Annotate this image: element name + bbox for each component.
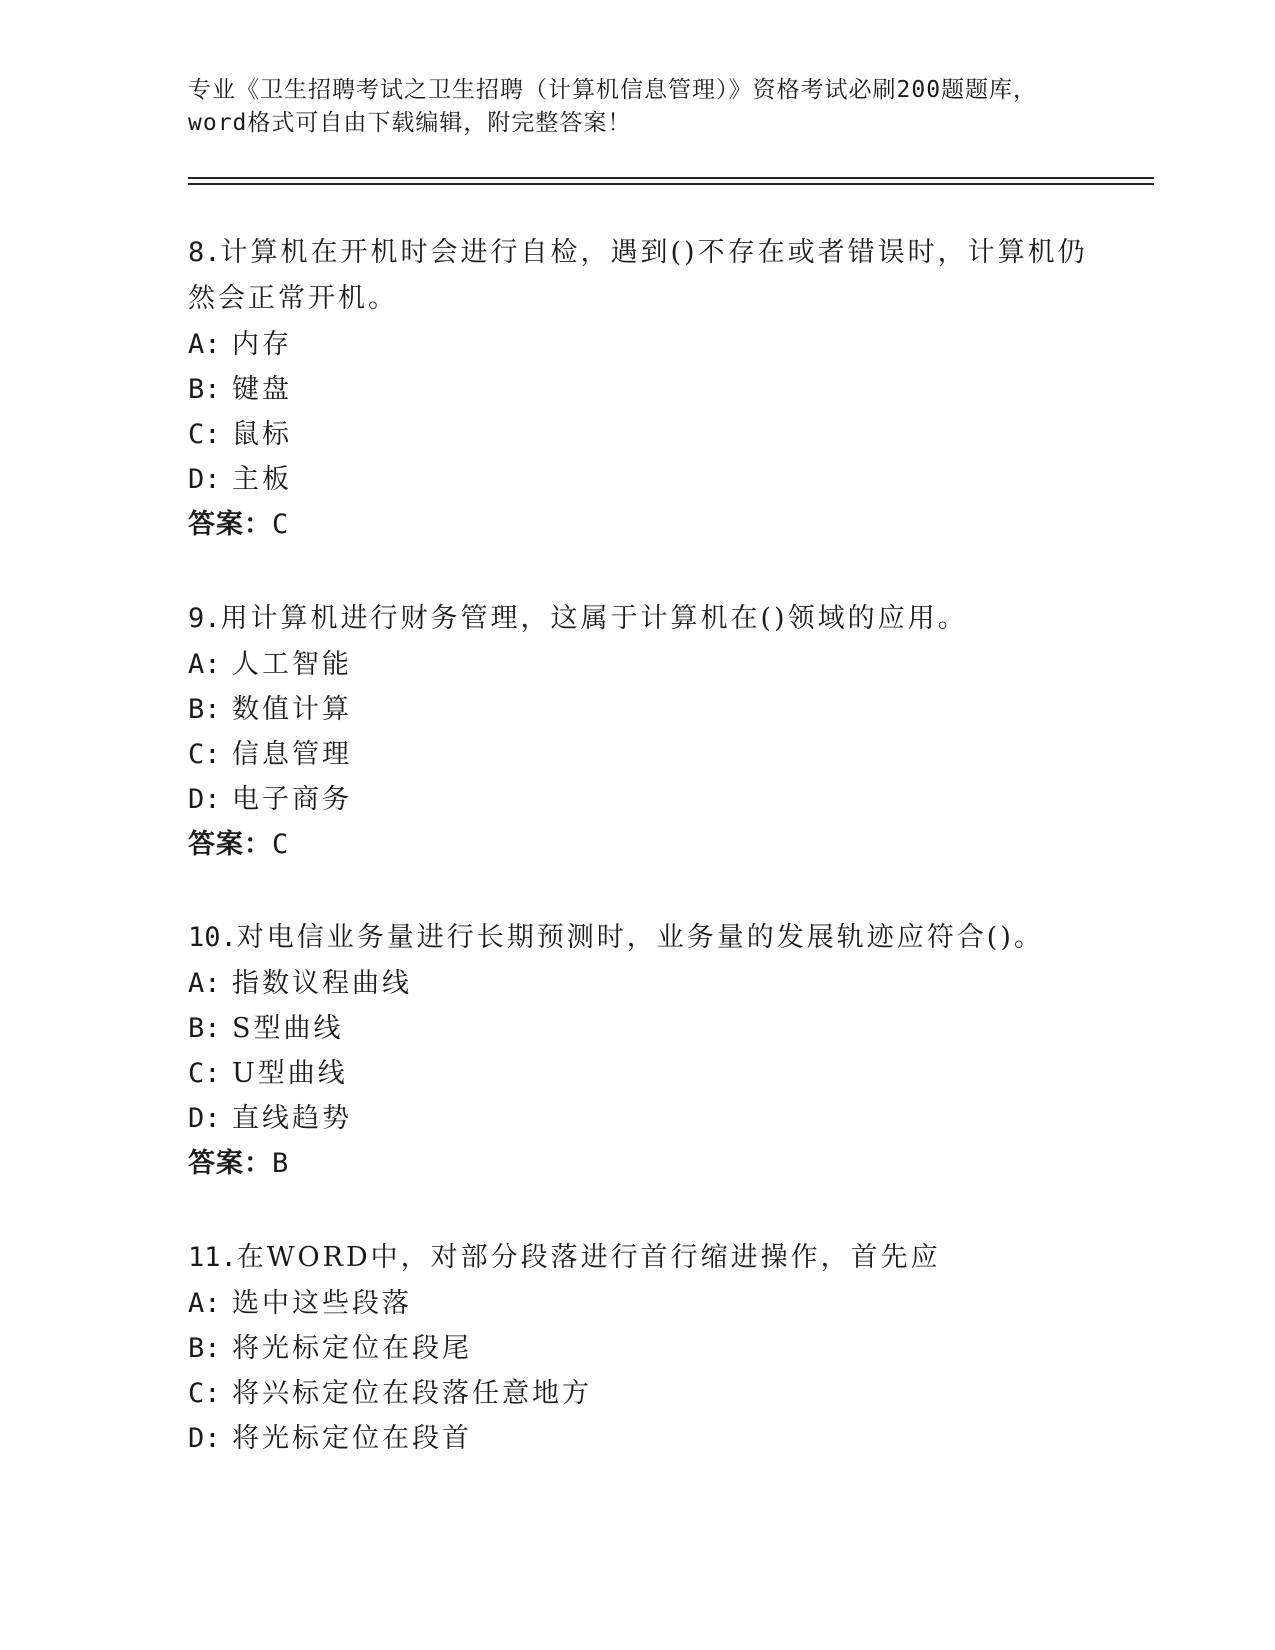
option-a	[188, 1281, 1088, 1326]
answer	[188, 822, 1088, 868]
question-text	[188, 230, 1088, 322]
option-d	[188, 1416, 1088, 1461]
question-number: 8.	[188, 237, 221, 268]
option-b	[188, 367, 1088, 412]
answer-value: B	[272, 1148, 290, 1179]
option-c	[188, 412, 1088, 457]
option-letter: B:	[188, 694, 221, 725]
option-a	[188, 961, 1088, 1006]
answer-value: C	[272, 509, 290, 540]
answer-label: 答案：	[188, 1148, 272, 1179]
option-letter: A:	[188, 1288, 221, 1319]
option-text: 数值计算	[232, 694, 352, 725]
option-text: 将兴标定位在段落任意地方	[232, 1378, 592, 1409]
option-letter: C:	[188, 1058, 221, 1089]
question-body: 用计算机进行财务管理，这属于计算机在()领域的应用。	[220, 603, 968, 634]
header-line-1: 专业《卫生招聘考试之卫生招聘（计算机信息管理）》资格考试必刷200题题库，	[188, 77, 1038, 103]
option-text: 信息管理	[232, 739, 352, 770]
document-header	[188, 74, 1088, 140]
option-letter: B:	[188, 1333, 221, 1364]
option-text: 直线趋势	[232, 1103, 352, 1134]
answer-value: C	[272, 829, 290, 860]
question-number: 11.	[188, 1242, 237, 1273]
option-text: 指数议程曲线	[232, 968, 412, 999]
option-text: S型曲线	[232, 1013, 344, 1044]
option-b	[188, 687, 1088, 732]
question-8	[188, 230, 1088, 548]
option-letter: C:	[188, 1378, 221, 1409]
option-letter: D:	[188, 464, 221, 495]
header-line-2: word格式可自由下载编辑，附完整答案！	[188, 110, 632, 136]
question-11	[188, 1235, 1088, 1461]
option-text: U型曲线	[232, 1058, 348, 1089]
option-letter: B:	[188, 374, 221, 405]
option-b	[188, 1326, 1088, 1371]
option-letter: D:	[188, 784, 221, 815]
question-body: 在WORD中，对部分段落进行首行缩进操作，首先应	[236, 1242, 941, 1273]
option-text: 鼠标	[232, 419, 292, 450]
question-10	[188, 915, 1088, 1187]
option-letter: D:	[188, 1423, 221, 1454]
option-a	[188, 322, 1088, 367]
option-text: 人工智能	[232, 649, 352, 680]
question-number: 9.	[188, 603, 221, 634]
option-text: 将光标定位在段首	[232, 1423, 472, 1454]
question-text-line-1: 计算机在开机时会进行自检，遇到()不存在或者错误时，计算机仍	[220, 237, 1088, 268]
option-letter: C:	[188, 739, 221, 770]
option-text: 键盘	[232, 374, 292, 405]
question-text	[188, 915, 1088, 961]
answer-label: 答案：	[188, 829, 272, 860]
answer	[188, 502, 1088, 548]
option-text: 主板	[232, 464, 292, 495]
option-letter: C:	[188, 419, 221, 450]
option-d	[188, 777, 1088, 822]
option-c	[188, 1051, 1088, 1096]
option-letter: A:	[188, 649, 221, 680]
question-number: 10.	[188, 922, 237, 953]
answer-label: 答案：	[188, 509, 272, 540]
option-b	[188, 1006, 1088, 1051]
question-9	[188, 596, 1088, 868]
question-body: 对电信业务量进行长期预测时，业务量的发展轨迹应符合()。	[236, 922, 1044, 953]
header-divider-top	[188, 177, 1154, 179]
option-d	[188, 457, 1088, 502]
option-letter: B:	[188, 1013, 221, 1044]
option-text: 内存	[232, 329, 292, 360]
question-text	[188, 1235, 1088, 1281]
question-text-line-2: 然会正常开机。	[188, 283, 398, 314]
option-text: 将光标定位在段尾	[232, 1333, 472, 1364]
answer	[188, 1141, 1088, 1187]
option-text: 电子商务	[232, 784, 352, 815]
option-d	[188, 1096, 1088, 1141]
option-a	[188, 642, 1088, 687]
header-divider-bottom	[188, 183, 1154, 185]
option-letter: A:	[188, 329, 221, 360]
option-c	[188, 732, 1088, 777]
question-text	[188, 596, 1088, 642]
option-letter: D:	[188, 1103, 221, 1134]
option-c	[188, 1371, 1088, 1416]
option-letter: A:	[188, 968, 221, 999]
option-text: 选中这些段落	[232, 1288, 412, 1319]
